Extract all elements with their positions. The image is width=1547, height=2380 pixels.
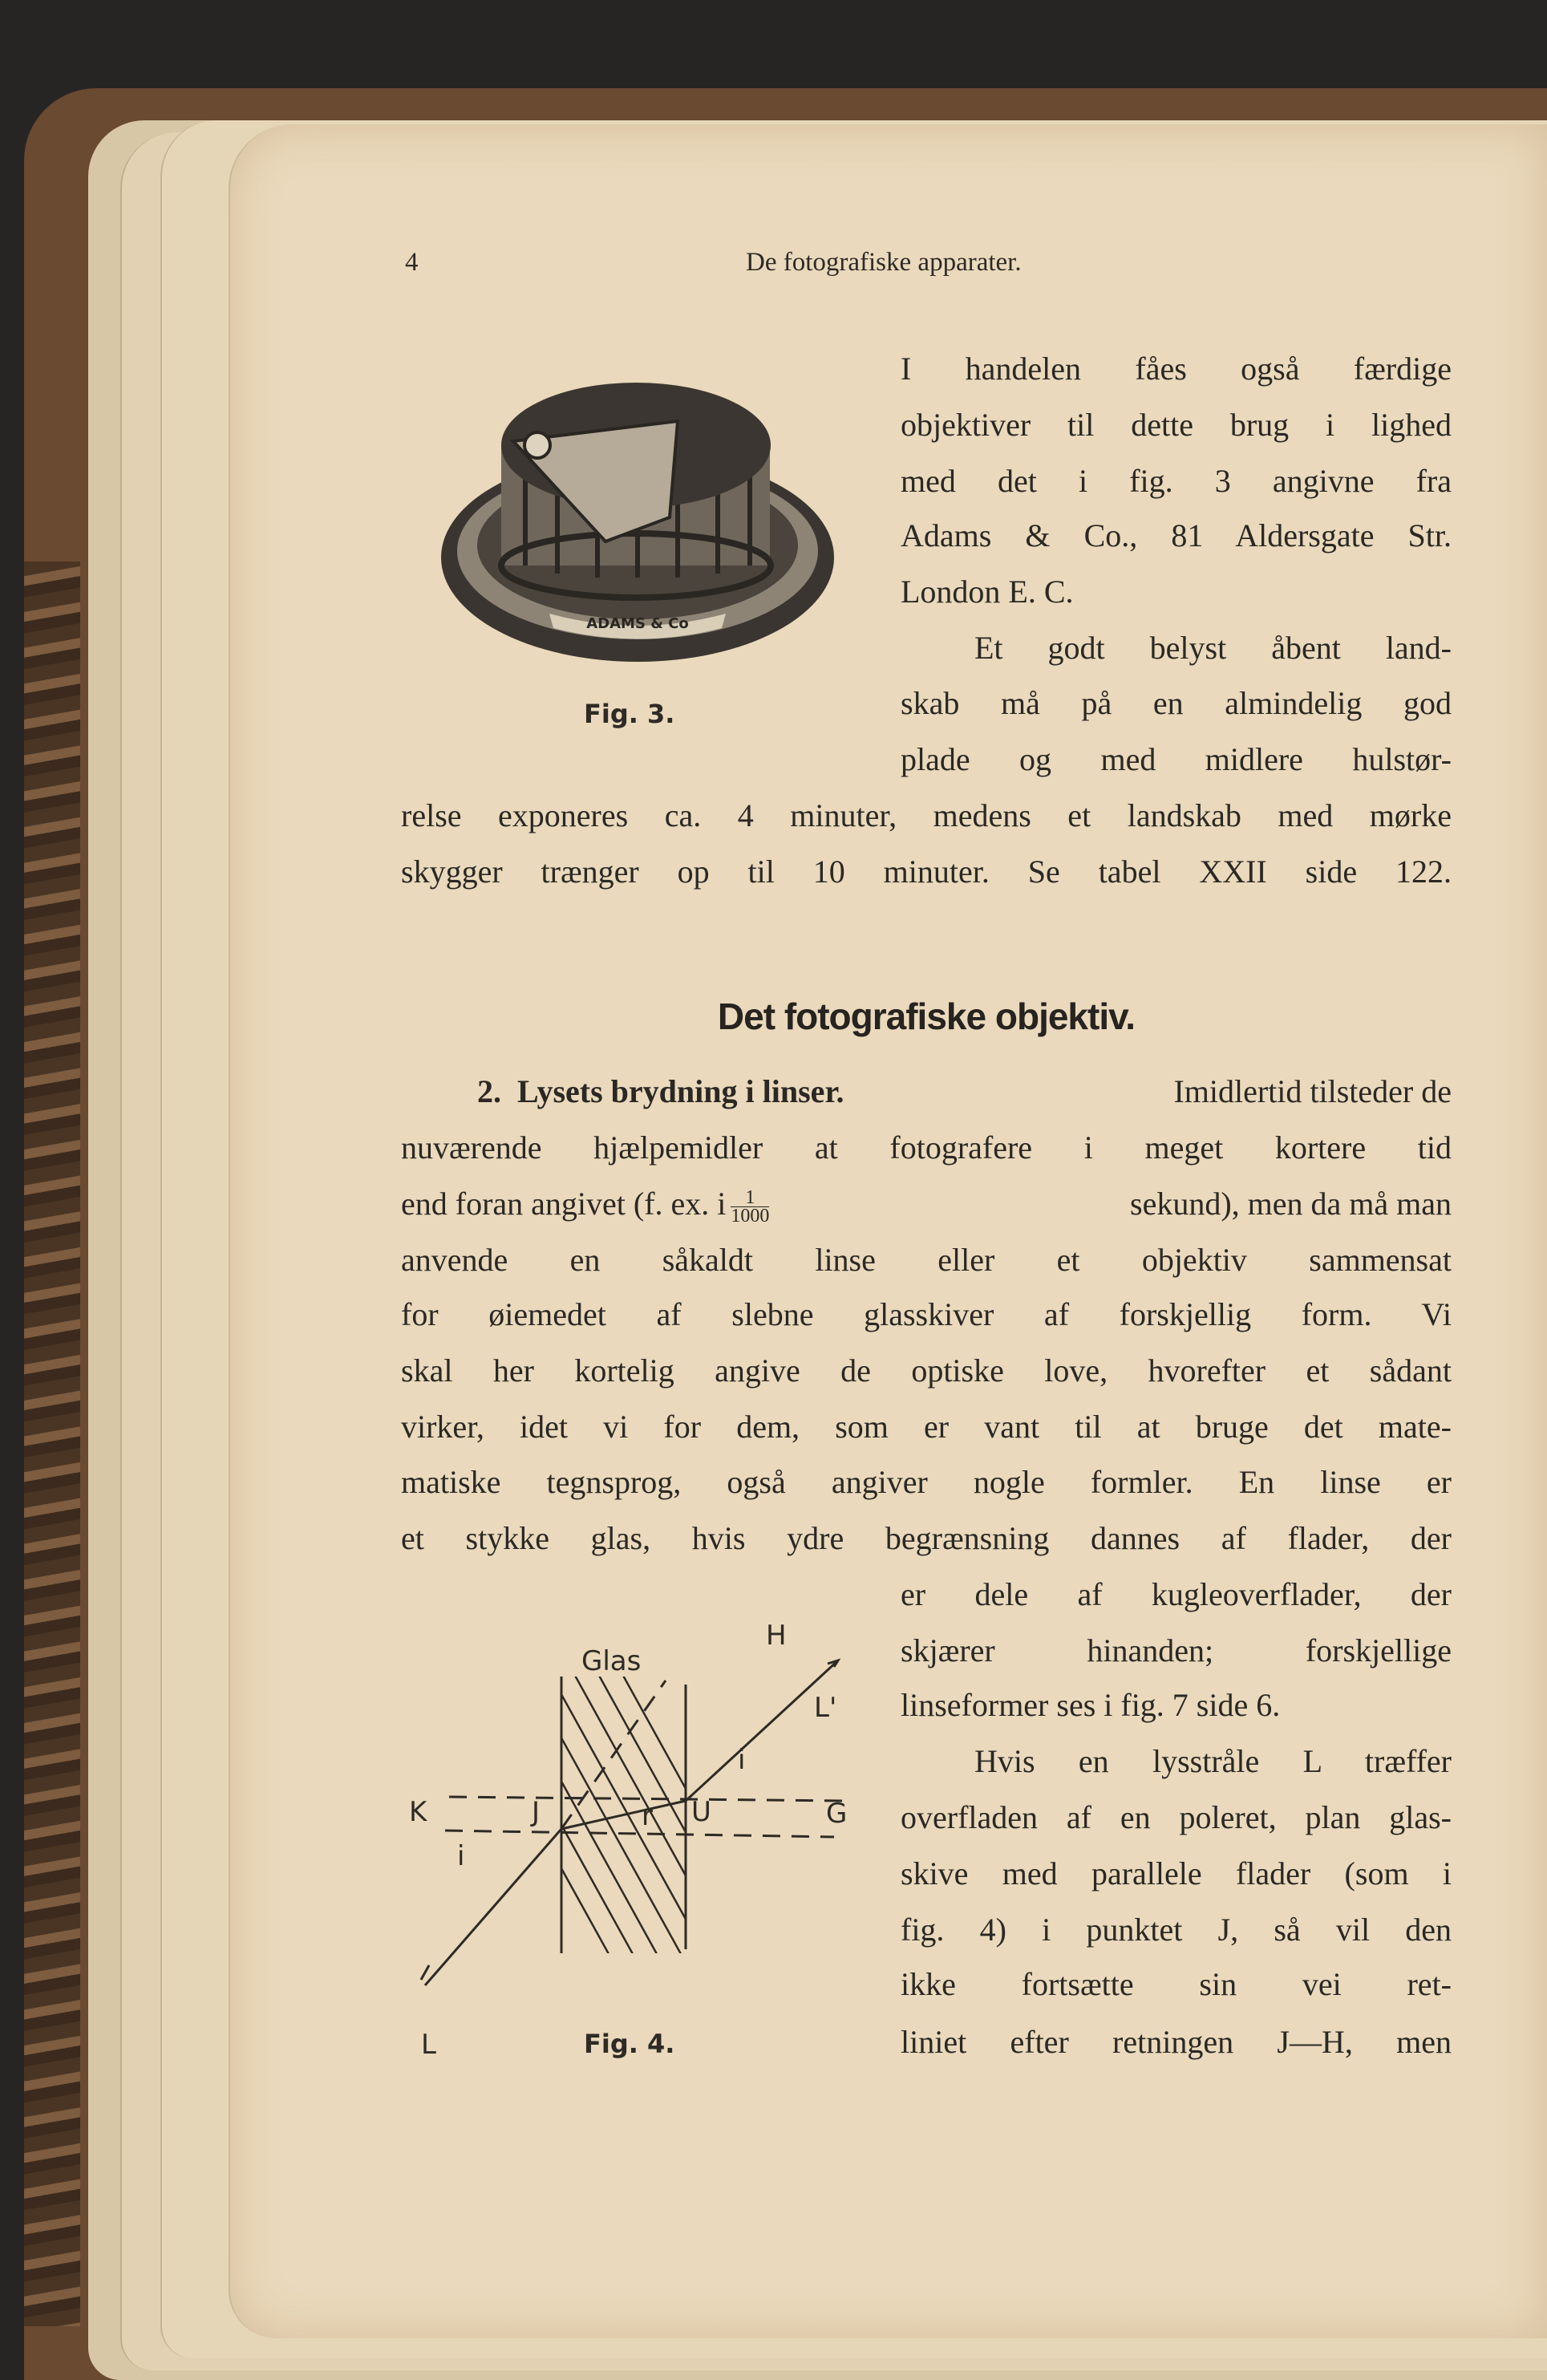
text-line: Adams & Co., 81 Aldersgate Str. bbox=[901, 517, 1452, 553]
label-r: r bbox=[642, 1800, 653, 1832]
text-segment: end foran angivet (f. ex. i bbox=[401, 1186, 727, 1222]
text-line: fig. 4) i punktet J, så vil den bbox=[901, 1912, 1452, 1948]
text-segment: sekund), men da må man bbox=[1130, 1186, 1452, 1222]
fraction bbox=[731, 1189, 769, 1225]
figure-3-caption: Fig. 3. bbox=[584, 699, 675, 729]
label-k: K bbox=[409, 1796, 427, 1828]
label-h: H bbox=[766, 1620, 787, 1652]
text-line bbox=[401, 1068, 1452, 1116]
label-u: U bbox=[691, 1796, 711, 1828]
text-line bbox=[401, 1180, 1452, 1228]
label-g: G bbox=[826, 1798, 848, 1830]
label-glas: Glas bbox=[581, 1645, 642, 1677]
figure-4-refraction-diagram bbox=[401, 1596, 850, 2062]
text-line: objektiver til dette brug i lighed bbox=[901, 407, 1452, 443]
text-line: ikke fortsætte sin vei ret- bbox=[901, 1966, 1452, 2002]
section-title: Lysets brydning i linser. bbox=[517, 1073, 844, 1109]
text-line: skal her kortelig angive de optiske love, hvorefter et sådant bbox=[401, 1352, 1452, 1389]
text-line: plade og med midlere hulstør- bbox=[901, 741, 1452, 777]
text-line: med det i fig. 3 angivne fra bbox=[901, 463, 1452, 499]
figure-3-lens-engraving bbox=[437, 373, 838, 678]
text-line: er dele af kugleoverflader, der bbox=[901, 1576, 1452, 1612]
text-segment: Imidlertid tilsteder de bbox=[1173, 1073, 1452, 1109]
section-number: 2. bbox=[477, 1073, 501, 1109]
text-line: for øiemedet af slebne glasskiver af forskjellig form. Vi bbox=[401, 1296, 1452, 1332]
text-line: skab må på en almindelig god bbox=[901, 685, 1452, 721]
text-line: overfladen af en poleret, plan glas- bbox=[901, 1799, 1452, 1835]
figure-4-caption: Fig. 4. bbox=[584, 2029, 675, 2059]
book-spine-edge bbox=[24, 562, 80, 2326]
fraction-numerator: 1 bbox=[745, 1187, 755, 1209]
text-line: skive med parallele flader (som i bbox=[901, 1855, 1452, 1891]
text-line: nuværende hjælpemidler at fotografere i meget kortere tid bbox=[401, 1129, 1452, 1166]
text-line: anvende en såkaldt linse eller et objektiv sammensat bbox=[401, 1242, 1452, 1278]
label-i-bottom: i bbox=[457, 1840, 465, 1872]
label-l: L bbox=[421, 2029, 436, 2061]
text-line: linseformer ses i fig. 7 side 6. bbox=[901, 1687, 1281, 1723]
text-line: et stykke glas, hvis ydre begrænsning dannes af flader, der bbox=[401, 1520, 1452, 1556]
text-line: skjærer hinanden; forskjellige bbox=[901, 1632, 1452, 1668]
label-l-prime: L' bbox=[814, 1692, 837, 1724]
section-heading: Det fotografiske objektiv. bbox=[717, 995, 1136, 1037]
page-number: 4 bbox=[405, 248, 419, 277]
text-line: skygger trænger op til 10 minuter. Se tabel XXII side 122. bbox=[401, 853, 1452, 890]
text-line: Hvis en lysstråle L træffer bbox=[974, 1743, 1452, 1779]
engraving-text: ADAMS & Co bbox=[586, 615, 689, 632]
text-line: London E. C. bbox=[901, 574, 1074, 610]
text-line: liniet efter retningen J—H, men bbox=[901, 2024, 1452, 2060]
text-line: virker, idet vi for dem, som er vant til at bruge det mate- bbox=[401, 1409, 1452, 1445]
label-j: J bbox=[532, 1796, 541, 1828]
text-line: I handelen fåes også færdige bbox=[901, 351, 1452, 387]
text-line: matiske tegnsprog, også angiver nogle formler. En linse er bbox=[401, 1464, 1452, 1500]
text-line: Et godt belyst åbent land- bbox=[974, 630, 1452, 666]
running-title: De fotografiske apparater. bbox=[746, 248, 1022, 277]
label-i-top: i bbox=[738, 1744, 746, 1776]
text-line: relse exponeres ca. 4 minuter, medens et landskab med mørke bbox=[401, 797, 1452, 833]
fraction-denominator: 1000 bbox=[731, 1206, 770, 1227]
